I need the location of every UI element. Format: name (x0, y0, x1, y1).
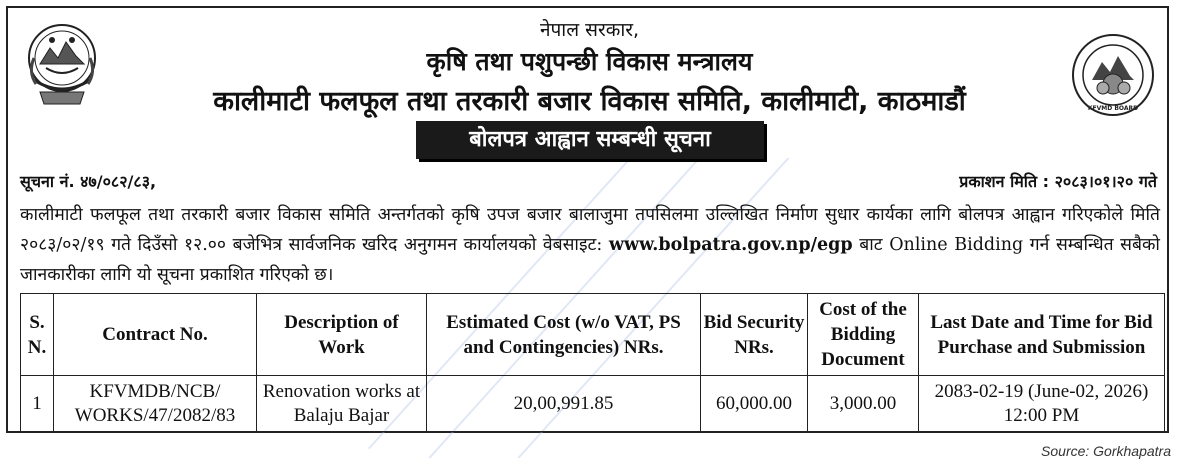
cell-last-date: 2083-02-19 (June-02, 2026) 12:00 PM (919, 376, 1165, 432)
notice-body (20, 200, 1160, 290)
cell-description: Renovation works at Balaju Bajar (257, 376, 427, 432)
header-bid-security: Bid Security NRs. (701, 294, 808, 376)
notice-title: बोलपत्र आह्वान सम्बन्धी सूचना (416, 121, 764, 159)
header-description: Description of Work (257, 294, 427, 376)
cell-document-cost: 3,000.00 (808, 376, 919, 432)
website-link[interactable]: www.bolpatra.gov.np/egp (608, 235, 853, 255)
table-row (21, 376, 1165, 432)
header-sn: S. N. (21, 294, 54, 376)
body-text-part2: बाट Online Bidding गर्न सम्बन्धित सबैको जानकारीका लागि यो सूचना प्रकाशित गरिएको छ। (20, 235, 1160, 285)
seal-text: KFVMD BOARD (1087, 105, 1139, 112)
cell-bid-security: 60,000.00 (701, 376, 808, 432)
header-last-date: Last Date and Time for Bid Purchase and Submission (919, 294, 1165, 376)
header-contract-no: Contract No. (54, 294, 257, 376)
header-estimated-cost: Estimated Cost (w/o VAT, PS and Contingencies) NRs. (427, 294, 701, 376)
notice-container (6, 6, 1169, 433)
committee-name: कालीमाटी फलफूल तथा तरकारी बजार विकास समिति, कालीमाटी, काठमाडौं (213, 86, 966, 117)
publish-date: प्रकाशन मिति : २०८३।०१।२० गते (959, 172, 1157, 191)
cell-estimated-cost: 20,00,991.85 (427, 376, 701, 432)
ministry-name: कृषि तथा पशुपन्छी विकास मन्त्रालय (426, 47, 753, 76)
notice-number: सूचना नं. ४७/०८२/८३, (20, 172, 157, 191)
body-text-part1: कालीमाटी फलफूल तथा तरकारी बजार विकास समिति अन्तर्गतको कृषि उपज बजार बालाजुमा तपसिलमा उल्लिखित निर्माण सुधार कार्यका लागि बोलपत्र आह्वान गरिएकोले मिति २०८३/०२/१९ गते दिउँसो १२.०० बजेभित्र सार्वजनिक खरिद अनुगमन कार्यालयको वेबसाइट: (20, 205, 1160, 255)
header-document-cost: Cost of the Bidding Document (808, 294, 919, 376)
source-credit: Source: Gorkhapatra (1041, 443, 1171, 459)
table-header-row (21, 294, 1165, 376)
bid-details-table (20, 293, 1165, 432)
cell-sn: 1 (21, 376, 54, 432)
government-name: नेपाल सरकार, (539, 19, 640, 41)
cell-contract-no: KFVMDB/NCB/ WORKS/47/2082/83 (54, 376, 257, 432)
